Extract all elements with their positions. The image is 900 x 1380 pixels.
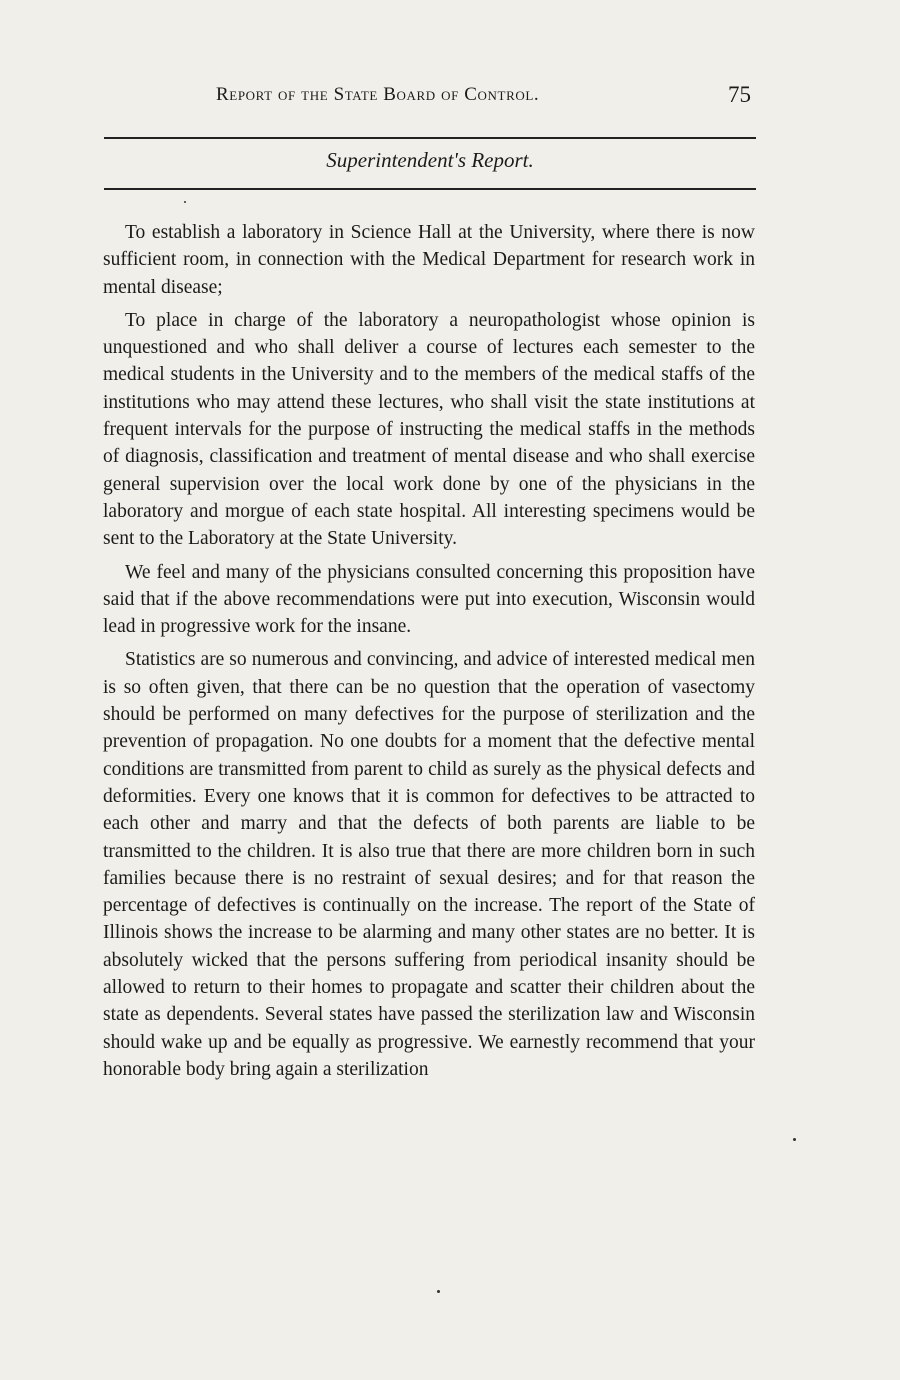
section-title: Superintendent's Report. (326, 148, 534, 172)
page-speck (437, 1290, 440, 1293)
paragraph-neuropathologist: To place in charge of the laboratory a neuropathologist whose opinion is unquestioned and who shall deliver a course of lectures each semester to the medical students in the University and to the members of the medical staffs of the institutions who may attend these lectures, who shall visit the state institutions at frequent intervals for the purpose of instructing the medical staffs in the methods of diagnosis, classification and treatment of mental disease and who shall exercise general supervision over the local work done by one of the physicians in the laboratory and morgue of each state hospital. All interesting specimens would be sent to the Laboratory at the State University. (103, 309, 755, 550)
body-text (103, 219, 755, 1089)
paragraph-sterilization: Statistics are so numerous and convincing, and advice of interested medical men is so often given, that there can be no question that the operation of vasectomy should be performed on many defectives for the purpose of sterilization and the prevention of propagation. No one doubts for a moment that the defective mental conditions are transmitted from parent to child as surely as the physical defects and deformities. Every one knows that it is common for defectives to be attracted to each other and marry and that the defects of both parents are liable to be transmitted to the children. It is also true that there are more children born in such families because there is no restraint of sexual desires; and for that reason the percentage of defectives is continually on the increase. The report of the State of Illinois shows the increase to be alarming and many other states are no better. It is absolutely wicked that the persons suffering from periodical insanity should be allowed to return to their homes to propagate and scatter their children about the state as dependents. Several states have passed the sterilization law and Wisconsin should wake up and be equally as progressive. We earnestly recommend that your honorable body bring again a sterilization (103, 649, 755, 1080)
paragraph-laboratory: To establish a laboratory in Science Hall at the University, where there is now sufficient room, in connection with the Medical Department for research work in mental disease; (103, 222, 755, 298)
running-title: Report of the State Board of Control. (216, 84, 540, 105)
paragraph-recommendations: We feel and many of the physicians consulted concerning this proposition have said that if the above recommendations were put into execution, Wisconsin would lead in progressive work for the insane. (103, 561, 755, 638)
page-number: 75 (728, 82, 751, 107)
top-rule (104, 137, 756, 139)
page-speck (184, 201, 186, 203)
page-speck (793, 1138, 796, 1141)
bottom-rule (104, 188, 756, 190)
running-header (100, 84, 755, 114)
